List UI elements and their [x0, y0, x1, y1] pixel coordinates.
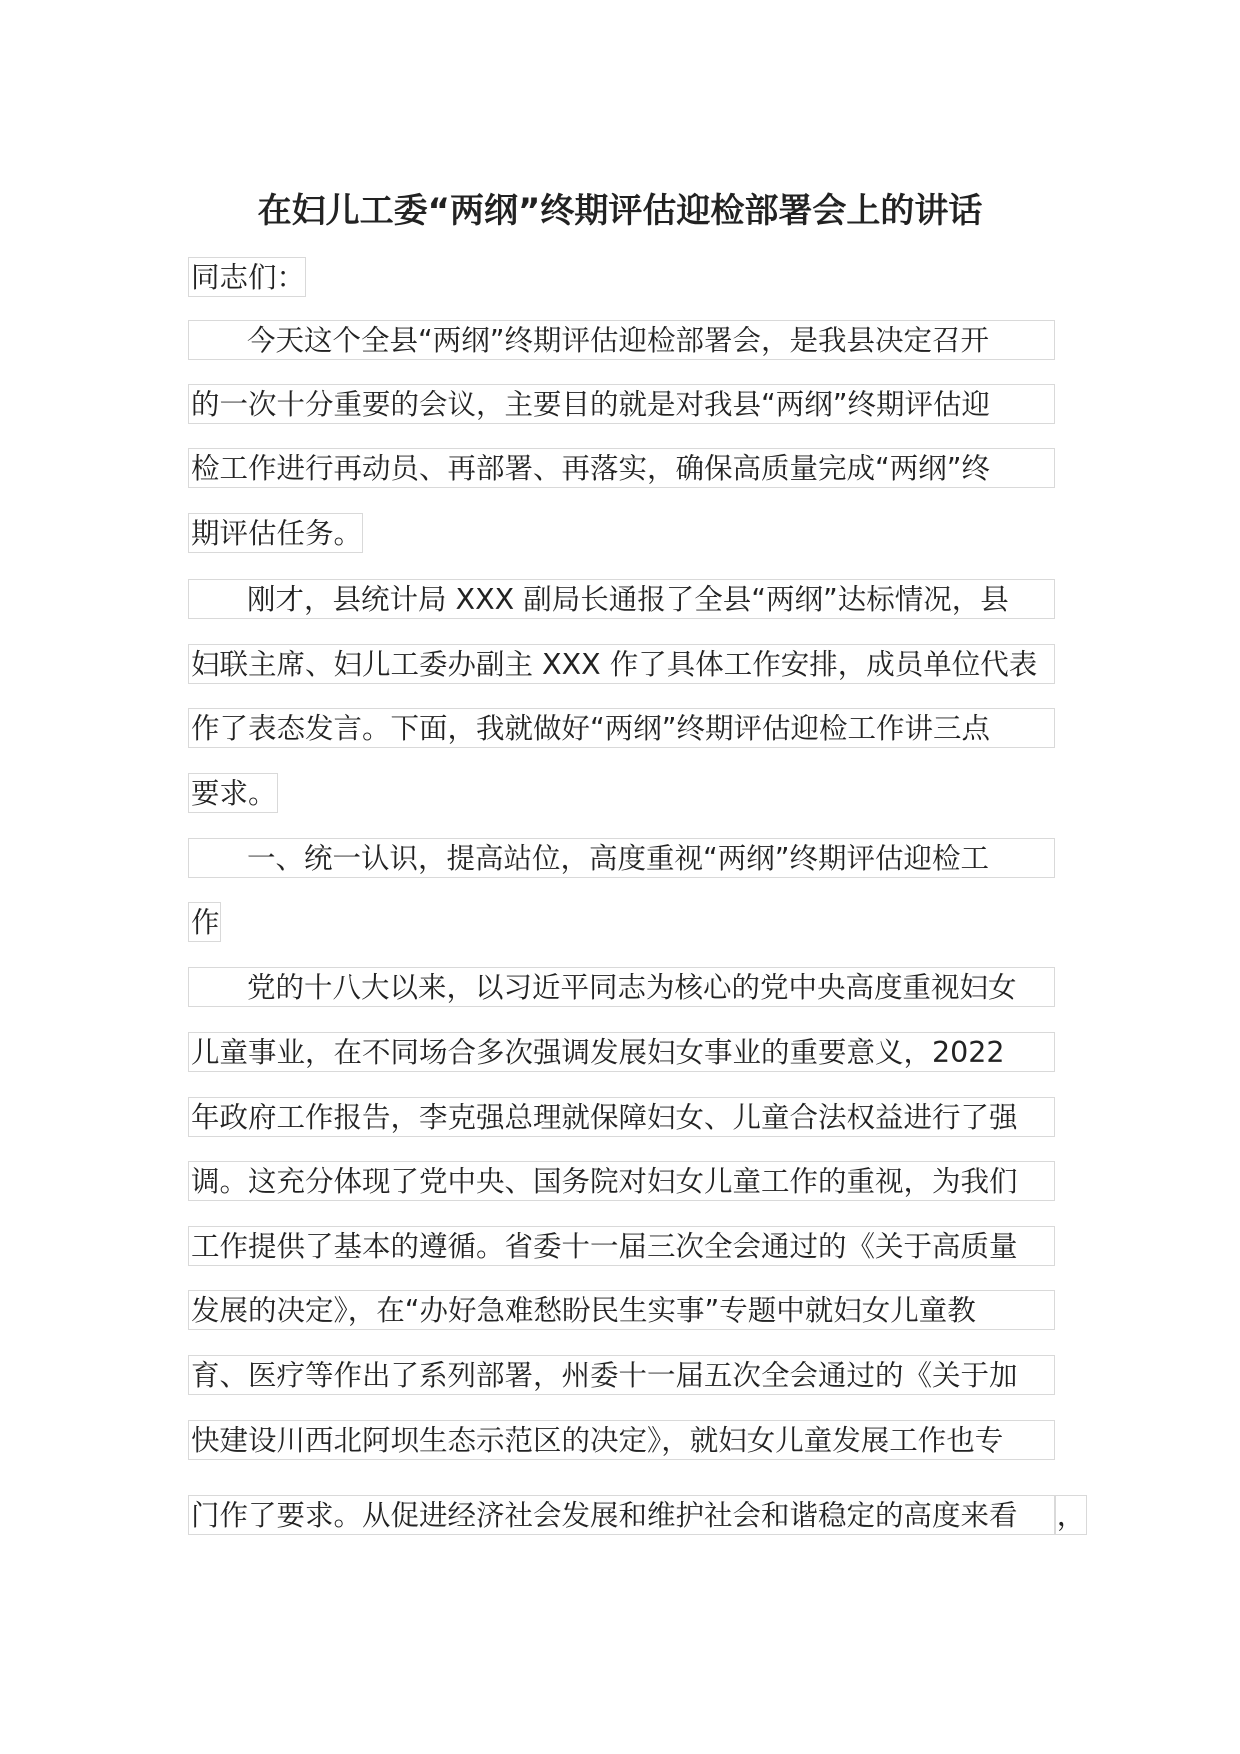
paragraph-line: 育、医疗等作出了系列部署，州委十一届五次全会通过的《关于加 — [188, 1355, 1055, 1395]
section-heading-line: 作 — [188, 902, 221, 942]
paragraph-line: 儿童事业，在不同场合多次强调发展妇女事业的重要意义，2022 — [188, 1032, 1055, 1072]
paragraph-line: 妇联主席、妇儿工委办副主 XXX 作了具体工作安排，成员单位代表 — [188, 644, 1055, 684]
paragraph-line: 快建设川西北阿坝生态示范区的决定》，就妇女儿童发展工作也专 — [188, 1420, 1055, 1460]
paragraph-line: 党的十八大以来，以习近平同志为核心的党中央高度重视妇女 — [188, 967, 1055, 1007]
paragraph-line: 期评估任务。 — [188, 513, 363, 553]
paragraph-line: 发展的决定》，在“办好急难愁盼民生实事”专题中就妇女儿童教 — [188, 1290, 1055, 1330]
paragraph-line: 检工作进行再动员、再部署、再落实，确保高质量完成“两纲”终 — [188, 448, 1055, 488]
salutation: 同志们： — [188, 257, 306, 297]
paragraph-line: 今天这个全县“两纲”终期评估迎检部署会，是我县决定召开 — [188, 320, 1055, 360]
paragraph-line: 要求。 — [188, 773, 278, 813]
trailing-comma: ， — [1055, 1495, 1087, 1535]
paragraph-line: 年政府工作报告，李克强总理就保障妇女、儿童合法权益进行了强 — [188, 1097, 1055, 1137]
section-heading-line: 一、统一认识，提高站位，高度重视“两纲”终期评估迎检工 — [188, 838, 1055, 878]
paragraph-line: 的一次十分重要的会议，主要目的就是对我县“两纲”终期评估迎 — [188, 384, 1055, 424]
paragraph-line: 调。这充分体现了党中央、国务院对妇女儿童工作的重视，为我们 — [188, 1161, 1055, 1201]
paragraph-line: 刚才，县统计局 XXX 副局长通报了全县“两纲”达标情况，县 — [188, 579, 1055, 619]
paragraph-line: 工作提供了基本的遵循。省委十一届三次全会通过的《关于高质量 — [188, 1226, 1055, 1266]
paragraph-line: 作了表态发言。下面，我就做好“两纲”终期评估迎检工作讲三点 — [188, 708, 1055, 748]
document-title: 在妇儿工委“两纲”终期评估迎检部署会上的讲话 — [257, 191, 983, 231]
paragraph-line: 门作了要求。从促进经济社会发展和维护社会和谐稳定的高度来看 — [188, 1495, 1055, 1535]
